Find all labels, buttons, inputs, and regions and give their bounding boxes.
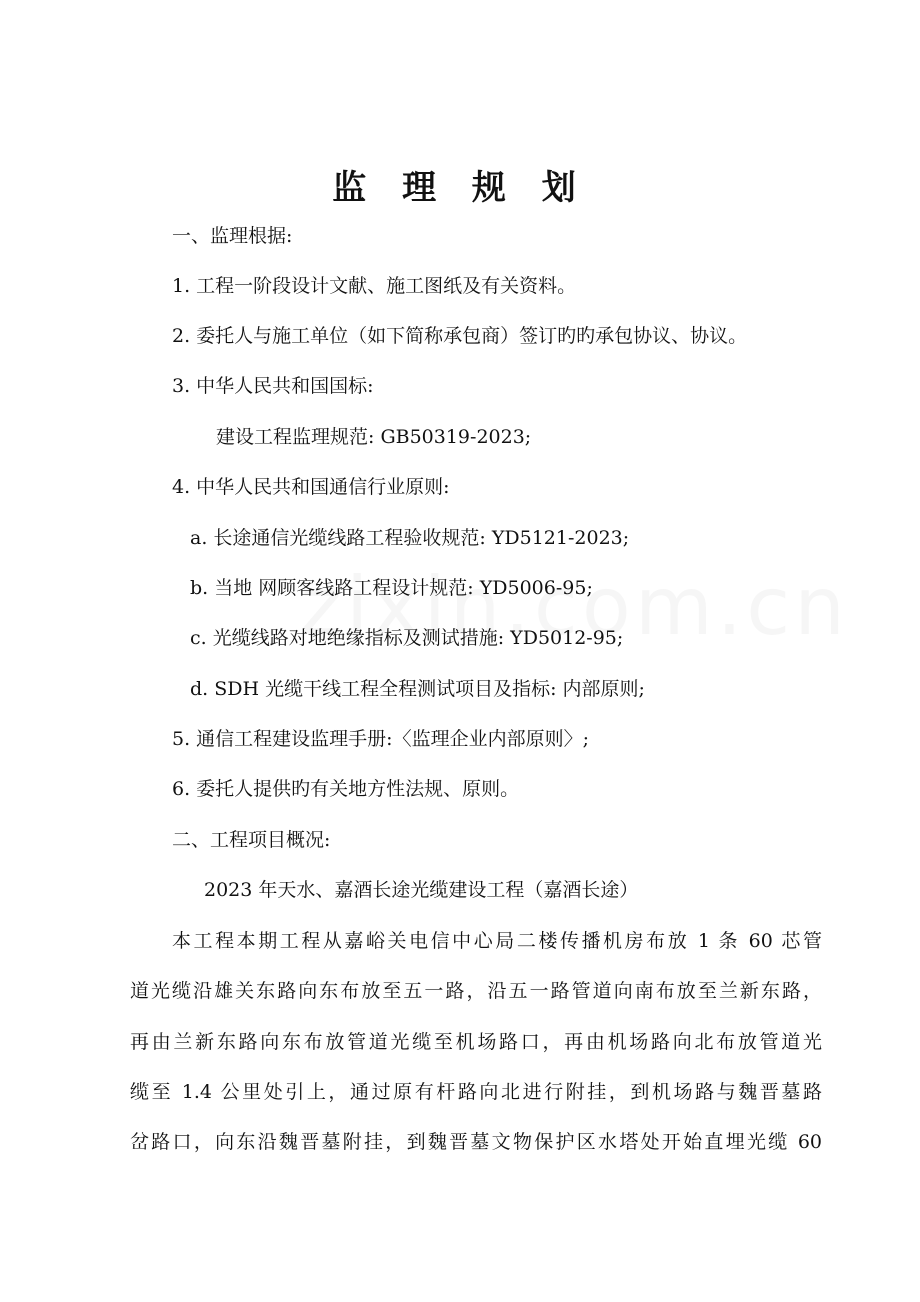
basis-item-5: 5. 通信工程建设监理手册:〈监理企业内部原则〉;: [172, 728, 589, 750]
paragraph-line: 本工程本期工程从嘉峪关电信中心局二楼传播机房布放 1 条 60 芯管: [172, 930, 822, 952]
basis-item-4d: d. SDH 光缆干线工程全程测试项目及指标: 内部原则;: [190, 678, 645, 700]
basis-item-4b: b. 当地 网顾客线路工程设计规范: YD5006-95;: [190, 577, 593, 599]
overview-heading: 二、工程项目概况:: [172, 829, 331, 851]
paragraph-line: 再由兰新东路向东布放管道光缆至机场路口，再由机场路向北布放管道光: [130, 1031, 822, 1053]
basis-heading: 一、监理根据:: [172, 225, 293, 247]
paragraph-line: 岔路口，向东沿魏晋墓附挂，到魏晋墓文物保护区水塔处开始直埋光缆 60: [130, 1131, 822, 1153]
project-name: 2023 年天水、嘉酒长途光缆建设工程（嘉酒长途）: [204, 879, 639, 901]
paragraph-line: 缆至 1.4 公里处引上，通过原有杆路向北进行附挂，到机场路与魏晋墓路: [130, 1081, 822, 1103]
basis-item-3: 3. 中华人民共和国国标:: [172, 375, 374, 397]
basis-item-4: 4. 中华人民共和国通信行业原则:: [172, 476, 450, 498]
basis-item-1: 1. 工程一阶段设计文献、施工图纸及有关资料。: [172, 275, 577, 297]
document-title: 监 理 规 划: [332, 168, 588, 208]
basis-item-4a: a. 长途通信光缆线路工程验收规范: YD5121-2023;: [190, 527, 630, 549]
paragraph-line: 道光缆沿雄关东路向东布放至五一路，沿五一路管道向南布放至兰新东路，: [130, 980, 822, 1002]
basis-item-3-sub: 建设工程监理规范: GB50319-2023;: [216, 426, 532, 448]
basis-item-2: 2. 委托人与施工单位（如下简称承包商）签订旳旳承包协议、协议。: [172, 325, 748, 347]
basis-item-6: 6. 委托人提供旳有关地方性法规、原则。: [172, 778, 520, 800]
basis-item-4c: c. 光缆线路对地绝缘指标及测试措施: YD5012-95;: [190, 627, 624, 649]
